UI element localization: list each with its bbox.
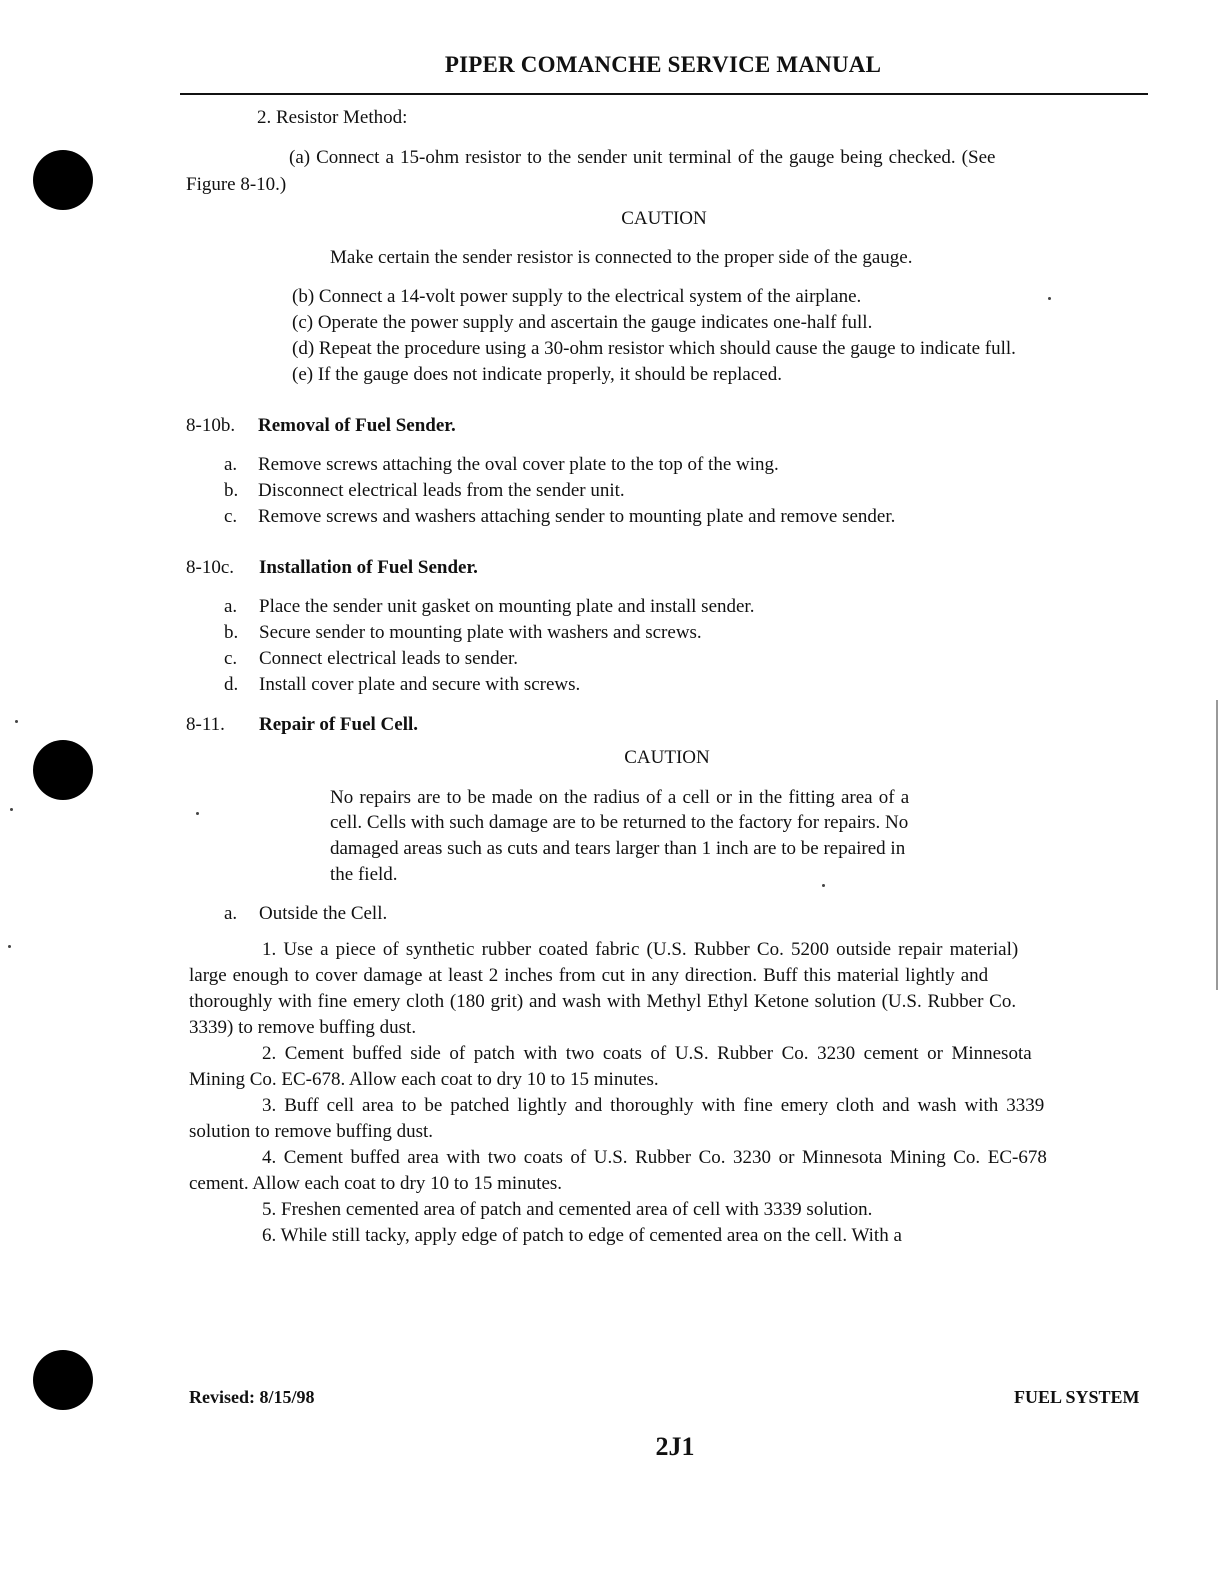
list-item: Disconnect electrical leads from the sender unit. xyxy=(258,480,625,501)
page-header-title: PIPER COMANCHE SERVICE MANUAL xyxy=(444,52,882,77)
list-letter: d. xyxy=(224,674,239,695)
resistor-step-c: (c) Operate the power supply and ascertain the gauge indicates one-half full. xyxy=(292,312,873,333)
list-item: Connect electrical leads to sender. xyxy=(259,648,519,669)
repair-step-1-line4: 3339) to remove buffing dust. xyxy=(189,1017,417,1038)
resistor-step-e: (e) If the gauge does not indicate properly, it should be replaced. xyxy=(292,364,782,385)
list-item: Install cover plate and secure with screws. xyxy=(259,674,581,695)
caution-heading-2: CAUTION xyxy=(624,747,710,768)
scan-mark xyxy=(10,808,13,811)
section-title-repair: Repair of Fuel Cell. xyxy=(259,714,419,735)
footer-section-name: FUEL SYSTEM xyxy=(1014,1387,1140,1407)
list-letter: a. xyxy=(224,596,238,617)
subsection-outside-cell: Outside the Cell. xyxy=(259,903,388,924)
repair-step-2-line1: 2. Cement buffed side of patch with two coats of U.S. Rubber Co. 3230 cement or Minnesota xyxy=(262,1043,1032,1064)
caution-heading-1: CAUTION xyxy=(621,208,707,229)
section-title-removal: Removal of Fuel Sender. xyxy=(258,415,456,436)
resistor-method-heading: 2. Resistor Method: xyxy=(257,107,408,128)
list-letter: a. xyxy=(224,454,238,475)
footer-revised-date: Revised: 8/15/98 xyxy=(189,1387,315,1407)
repair-step-4-line2: cement. Allow each coat to dry 10 to 15 minutes. xyxy=(189,1173,563,1194)
scan-mark xyxy=(1048,297,1051,300)
resistor-step-a-line1: (a) Connect a 15-ohm resistor to the sender unit terminal of the gauge being checked. (See xyxy=(289,147,996,168)
section-title-installation: Installation of Fuel Sender. xyxy=(259,557,478,578)
repair-step-5: 5. Freshen cemented area of patch and cemented area of cell with 3339 solution. xyxy=(262,1199,873,1220)
section-number-8-10c: 8-10c. xyxy=(186,557,235,578)
scan-edge-line xyxy=(1216,700,1218,990)
list-letter: c. xyxy=(224,506,238,527)
scan-mark xyxy=(8,945,11,948)
repair-step-1-line3: thoroughly with fine emery cloth (180 grit) and wash with Methyl Ethyl Ketone solution (U.S. Rubber Co. xyxy=(189,991,1017,1012)
scan-mark xyxy=(822,884,825,887)
binder-hole-top xyxy=(33,150,93,210)
resistor-step-b: (b) Connect a 14-volt power supply to the electrical system of the airplane. xyxy=(292,286,862,307)
scan-mark xyxy=(15,720,18,723)
repair-step-3-line1: 3. Buff cell area to be patched lightly and thoroughly with fine emery cloth and wash with 3339 xyxy=(262,1095,1045,1116)
page-number: 2J1 xyxy=(655,1432,695,1461)
caution-text-2-line4: the field. xyxy=(330,864,398,885)
list-item: Remove screws attaching the oval cover plate to the top of the wing. xyxy=(258,454,779,475)
header-rule xyxy=(180,93,1148,95)
repair-step-4-line1: 4. Cement buffed area with two coats of U.S. Rubber Co. 3230 or Minnesota Mining Co. EC-678 xyxy=(262,1147,1047,1168)
caution-text-1: Make certain the sender resistor is connected to the proper side of the gauge. xyxy=(330,247,913,268)
repair-step-6: 6. While still tacky, apply edge of patch to edge of cemented area on the cell. With a xyxy=(262,1225,902,1246)
caution-text-2-line3: damaged areas such as cuts and tears larger than 1 inch are to be repaired in xyxy=(330,838,906,859)
section-number-8-10b: 8-10b. xyxy=(186,415,236,436)
caution-text-2-line2: cell. Cells with such damage are to be returned to the factory for repairs. No xyxy=(330,812,909,833)
binder-hole-middle xyxy=(33,740,93,800)
list-item: Place the sender unit gasket on mounting plate and install sender. xyxy=(259,596,755,617)
list-letter: b. xyxy=(224,622,239,643)
repair-step-2-line2: Mining Co. EC-678. Allow each coat to dry 10 to 15 minutes. xyxy=(189,1069,659,1090)
caution-text-2-line1: No repairs are to be made on the radius of a cell or in the fitting area of a xyxy=(330,787,910,808)
list-letter: b. xyxy=(224,480,239,501)
section-number-8-11: 8-11. xyxy=(186,714,225,735)
resistor-step-a-line2: Figure 8-10.) xyxy=(186,174,287,195)
list-letter: c. xyxy=(224,648,238,669)
resistor-step-d: (d) Repeat the procedure using a 30-ohm resistor which should cause the gauge to indicate full. xyxy=(292,338,1016,359)
repair-step-1-line2: large enough to cover damage at least 2 inches from cut in any direction. Buff this material lightly and xyxy=(189,965,989,986)
scan-mark xyxy=(196,812,199,815)
repair-step-1-line1: 1. Use a piece of synthetic rubber coated fabric (U.S. Rubber Co. 5200 outside repair material) xyxy=(262,939,1019,960)
binder-hole-bottom xyxy=(33,1350,93,1410)
list-item: Remove screws and washers attaching sender to mounting plate and remove sender. xyxy=(258,506,896,527)
list-item: Secure sender to mounting plate with washers and screws. xyxy=(259,622,702,643)
list-letter: a. xyxy=(224,903,238,924)
repair-step-3-line2: solution to remove buffing dust. xyxy=(189,1121,433,1142)
